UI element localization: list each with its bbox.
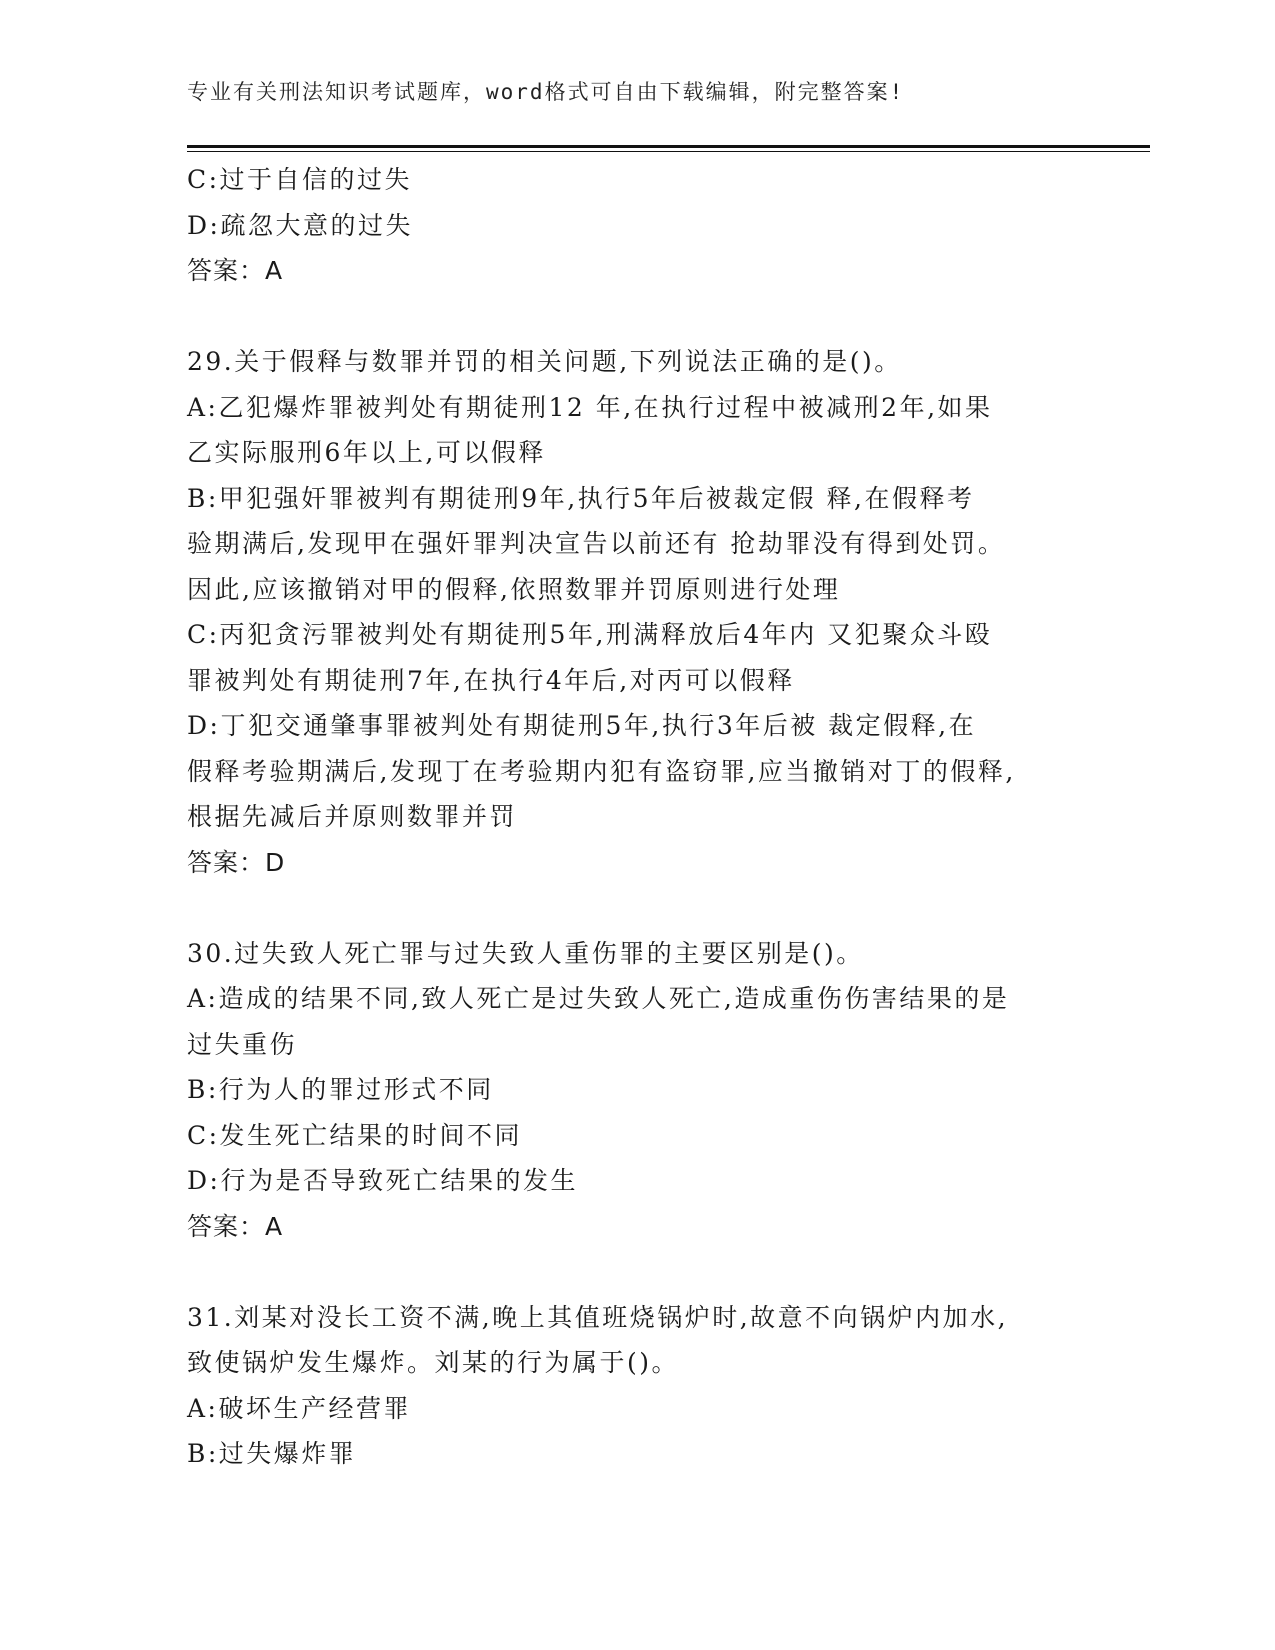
option-a: A:造成的结果不同,致人死亡是过失致人死亡,造成重伤伤害结果的是 (187, 984, 1010, 1013)
question-30 (187, 931, 1087, 1250)
page-header: 专业有关刑法知识考试题库，word格式可自由下载编辑，附完整答案! (187, 80, 905, 104)
answer: 答案：D (187, 847, 286, 877)
option-b-cont: 因此,应该撤销对甲的假释,依照数罪并罚原则进行处理 (187, 574, 841, 604)
question-stem-cont: 致使锅炉发生爆炸。刘某的行为属于()。 (187, 1348, 680, 1377)
spacer (187, 294, 1087, 340)
answer: 答案：A (187, 1211, 284, 1241)
question-31 (187, 1295, 1087, 1477)
option-d: D:疏忽大意的过失 (187, 210, 413, 240)
option-a: A:乙犯爆炸罪被判处有期徒刑12 年,在执行过程中被减刑2年,如果 (187, 392, 993, 422)
option-c-cont: 罪被判处有期徒刑7年,在执行4年后,对丙可以假释 (187, 665, 795, 695)
header-rule-thin (187, 151, 1150, 152)
header-rule-thick (187, 145, 1150, 148)
answer: 答案：A (187, 256, 284, 285)
question-stem: 31.刘某对没长工资不满,晚上其值班烧锅炉时,故意不向锅炉内加水, (187, 1302, 1009, 1332)
question-stem: 30.过失致人死亡罪与过失致人重伤罪的主要区别是()。 (187, 938, 864, 968)
option-d-cont: 假释考验期满后,发现丁在考验期内犯有盗窃罪,应当撤销对丁的假释, (187, 756, 1016, 786)
spacer (187, 885, 1087, 931)
option-d: D:行为是否导致死亡结果的发生 (187, 1166, 578, 1195)
option-c: C:过于自信的过失 (187, 165, 413, 194)
option-a-cont: 过失重伤 (187, 1029, 298, 1059)
option-c: C:丙犯贪污罪被判处有期徒刑5年,刑满释放后4年内 又犯聚众斗殴 (187, 620, 993, 649)
prev-question (187, 157, 1087, 294)
option-c: C:发生死亡结果的时间不同 (187, 1120, 523, 1150)
option-b: B:过失爆炸罪 (187, 1439, 357, 1468)
option-a-cont: 乙实际服刑6年以上,可以假释 (187, 438, 546, 467)
question-29 (187, 339, 1087, 885)
spacer (187, 1249, 1087, 1295)
question-stem: 29.关于假释与数罪并罚的相关问题,下列说法正确的是()。 (187, 347, 902, 376)
document-body (187, 157, 1087, 1477)
option-a: A:破坏生产经营罪 (187, 1393, 411, 1423)
option-d-cont: 根据先减后并原则数罪并罚 (187, 802, 518, 831)
option-b: B:行为人的罪过形式不同 (187, 1075, 494, 1104)
option-d: D:丁犯交通肇事罪被判处有期徒刑5年,执行3年后被 裁定假释,在 (187, 711, 977, 740)
option-b-cont: 验期满后,发现甲在强奸罪判决宣告以前还有 抢劫罪没有得到处罚。 (187, 529, 1006, 558)
option-b: B:甲犯强奸罪被判有期徒刑9年,执行5年后被裁定假 释,在假释考 (187, 483, 975, 513)
